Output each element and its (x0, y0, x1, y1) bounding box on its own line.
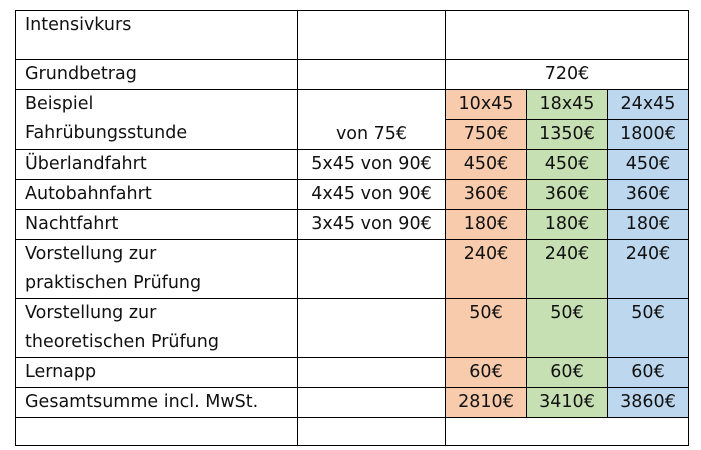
table-row-beispiel (16, 90, 689, 120)
table-row-empty (16, 418, 689, 446)
rate-cell: 5x45 von 90€ (298, 150, 446, 180)
price-cell: 360€ (608, 180, 689, 210)
price-cell: 180€ (446, 210, 527, 240)
course-title: Intensivkurs (16, 11, 298, 60)
empty-cell (298, 358, 446, 388)
price-cell: 50€ (527, 299, 608, 358)
price-cell: 60€ (446, 358, 527, 388)
table-row-title (16, 11, 689, 60)
price-cell: 1800€ (608, 120, 689, 150)
price-cell: 180€ (527, 210, 608, 240)
label-line: Vorstellung zur (25, 303, 157, 323)
price-table (15, 10, 689, 446)
price-cell: 360€ (527, 180, 608, 210)
price-cell: 60€ (608, 358, 689, 388)
empty-cell (298, 388, 446, 418)
table-row-theoretisch (16, 299, 689, 358)
price-cell: 180€ (608, 210, 689, 240)
price-cell: 240€ (527, 240, 608, 299)
price-cell: 60€ (527, 358, 608, 388)
table-row-lernapp (16, 358, 689, 388)
rate-cell: 3x45 von 90€ (298, 210, 446, 240)
empty-cell (298, 11, 446, 60)
row-label (16, 299, 298, 358)
price-cell: 240€ (446, 240, 527, 299)
row-label: Lernapp (16, 358, 298, 388)
row-label: Überlandfahrt (16, 150, 298, 180)
price-cell: 50€ (608, 299, 689, 358)
row-label (16, 240, 298, 299)
rate-cell: 4x45 von 90€ (298, 180, 446, 210)
total-cell: 2810€ (446, 388, 527, 418)
empty-cell (16, 418, 298, 446)
row-label: Grundbetrag (16, 60, 298, 90)
row-label: Autobahnfahrt (16, 180, 298, 210)
rate-cell: von 75€ (298, 90, 446, 150)
empty-cell (298, 418, 446, 446)
price-cell: 240€ (608, 240, 689, 299)
empty-cell (298, 240, 446, 299)
row-label: Nachtfahrt (16, 210, 298, 240)
price-cell: 450€ (608, 150, 689, 180)
price-cell: 450€ (527, 150, 608, 180)
table-row-grundbetrag (16, 60, 689, 90)
grundbetrag-value: 720€ (446, 60, 689, 90)
price-cell: 50€ (446, 299, 527, 358)
row-label: Gesamtsumme incl. MwSt. (16, 388, 298, 418)
package-cell: 24x45 (608, 90, 689, 120)
table-row-gesamt (16, 388, 689, 418)
empty-cell (298, 60, 446, 90)
label-line: theoretischen Prüfung (25, 332, 219, 352)
empty-cell (446, 418, 689, 446)
package-cell: 10x45 (446, 90, 527, 120)
table-row (16, 150, 689, 180)
price-cell: 360€ (446, 180, 527, 210)
price-cell: 750€ (446, 120, 527, 150)
empty-cell (298, 299, 446, 358)
price-cell: 450€ (446, 150, 527, 180)
label-line: praktischen Prüfung (25, 273, 202, 293)
package-cell: 18x45 (527, 90, 608, 120)
total-cell: 3860€ (608, 388, 689, 418)
row-label (16, 90, 298, 150)
table-row (16, 210, 689, 240)
label-line: Fahrübungsstunde (25, 123, 188, 143)
label-line: Vorstellung zur (25, 244, 157, 264)
label-line: Beispiel (25, 94, 94, 114)
table-row (16, 180, 689, 210)
price-cell: 1350€ (527, 120, 608, 150)
total-cell: 3410€ (527, 388, 608, 418)
empty-cell (446, 11, 689, 60)
table-row-praktisch (16, 240, 689, 299)
